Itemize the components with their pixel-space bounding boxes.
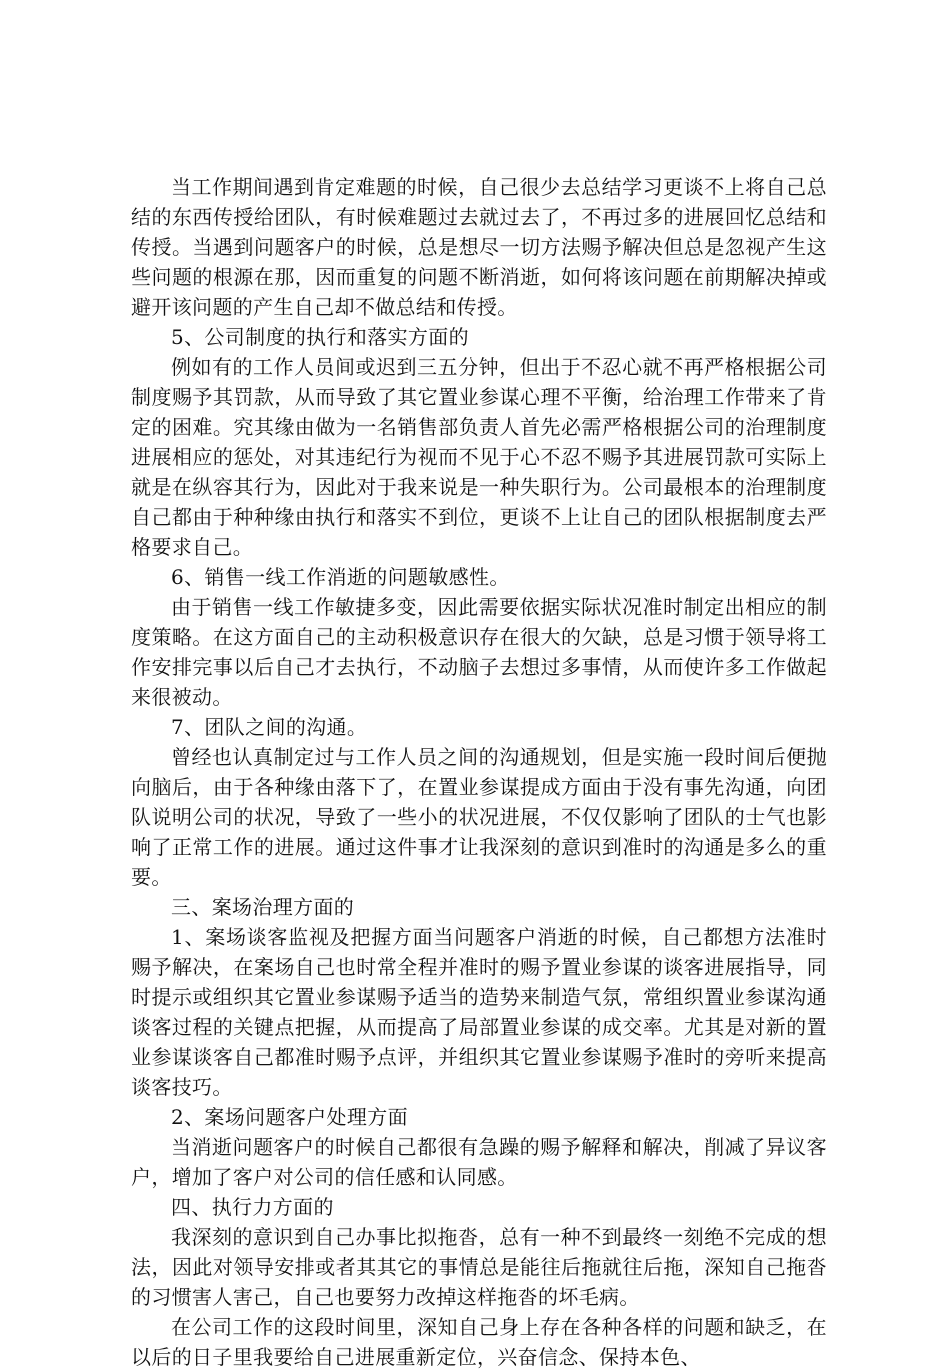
paragraph-7: 我深刻的意识到自己办事比拟拖沓，总有一种不到最终一刻绝不完成的想法，因此对领导安排或者其其它的事情总是能往后拖就往后拖，深知自己拖沓的习惯害人害己，自己也要努力改掉这样拖沓的坏毛病。 bbox=[131, 1225, 827, 1309]
heading-7-team-communication: 7、团队之间的沟通。 bbox=[171, 715, 368, 739]
paragraph-8: 在公司工作的这段时间里，深知自己身上存在各种各样的问题和缺乏，在以后的日子里我要给自己进展重新定位，兴奋信念、保持本色、 bbox=[131, 1315, 827, 1369]
paragraph-2: 例如有的工作人员间或迟到三五分钟，但出于不忍心就不再严格根据公司制度赐予其罚款，从而导致了其它置业参谋心理不平衡，给治理工作带来了肯定的困难。究其缘由做为一名销售部负责人首先必需严格根据公司的治理制度进展相应的惩处，对其违纪行为视而不见于心不忍不赐予其进展罚款可实际上就是在纵容其行为，因此对于我来说是一种失职行为。公司最根本的治理制度自己都由于种种缘由执行和落实不到位，更谈不上让自己的团队根据制度去严格要求自己。 bbox=[131, 355, 827, 559]
heading-section-3: 三、案场治理方面的 bbox=[171, 895, 355, 919]
heading-6-frontline-sensitivity: 6、销售一线工作消逝的问题敏感性。 bbox=[171, 565, 510, 589]
paragraph-5: 1、案场谈客监视及把握方面当问题客户消逝的时候，自己都想方法准时赐予解决，在案场自己也时常全程并准时的赐予置业参谋的谈客进展指导，同时提示或组织其它置业参谋赐予适当的造势来制造气氛，常组织置业参谋沟通谈客过程的关键点把握，从而提高了局部置业参谋的成交率。尤其是对新的置业参谋谈客自己都准时赐予点评，并组织其它置业参谋赐予准时的旁听来提高谈客技巧。 bbox=[131, 925, 827, 1099]
heading-5-system-execution: 5、公司制度的执行和落实方面的 bbox=[171, 325, 469, 349]
document-body bbox=[131, 172, 827, 1372]
heading-2-problem-customers: 2、案场问题客户处理方面 bbox=[171, 1105, 408, 1129]
paragraph-4: 曾经也认真制定过与工作人员之间的沟通规划，但是实施一段时间后便抛向脑后，由于各种缘由落下了，在置业参谋提成方面由于没有事先沟通，向团队说明公司的状况，导致了一些小的状况进展，不仅仅影响了团队的士气也影响了正常工作的进展。通过这件事才让我深刻的意识到准时的沟通是多么的重要。 bbox=[131, 745, 827, 889]
heading-section-4: 四、执行力方面的 bbox=[171, 1195, 334, 1219]
paragraph-1: 当工作期间遇到肯定难题的时候，自己很少去总结学习更谈不上将自己总结的东西传授给团队，有时候难题过去就过去了，不再过多的进展回忆总结和传授。当遇到问题客户的时候，总是想尽一切方法赐予解决但总是忽视产生这些问题的根源在那，因而重复的问题不断消逝，如何将该问题在前期解决掉或避开该问题的产生自己却不做总结和传授。 bbox=[131, 175, 827, 319]
paragraph-3: 由于销售一线工作敏捷多变，因此需要依据实际状况准时制定出相应的制度策略。在这方面自己的主动积极意识存在很大的欠缺，总是习惯于领导将工作安排完事以后自己才去执行，不动脑子去想过多事情，从而使许多工作做起来很被动。 bbox=[131, 595, 827, 709]
paragraph-6: 当消逝问题客户的时候自己都很有急躁的赐予解释和解决，削减了异议客户，增加了客户对公司的信任感和认同感。 bbox=[131, 1135, 827, 1189]
